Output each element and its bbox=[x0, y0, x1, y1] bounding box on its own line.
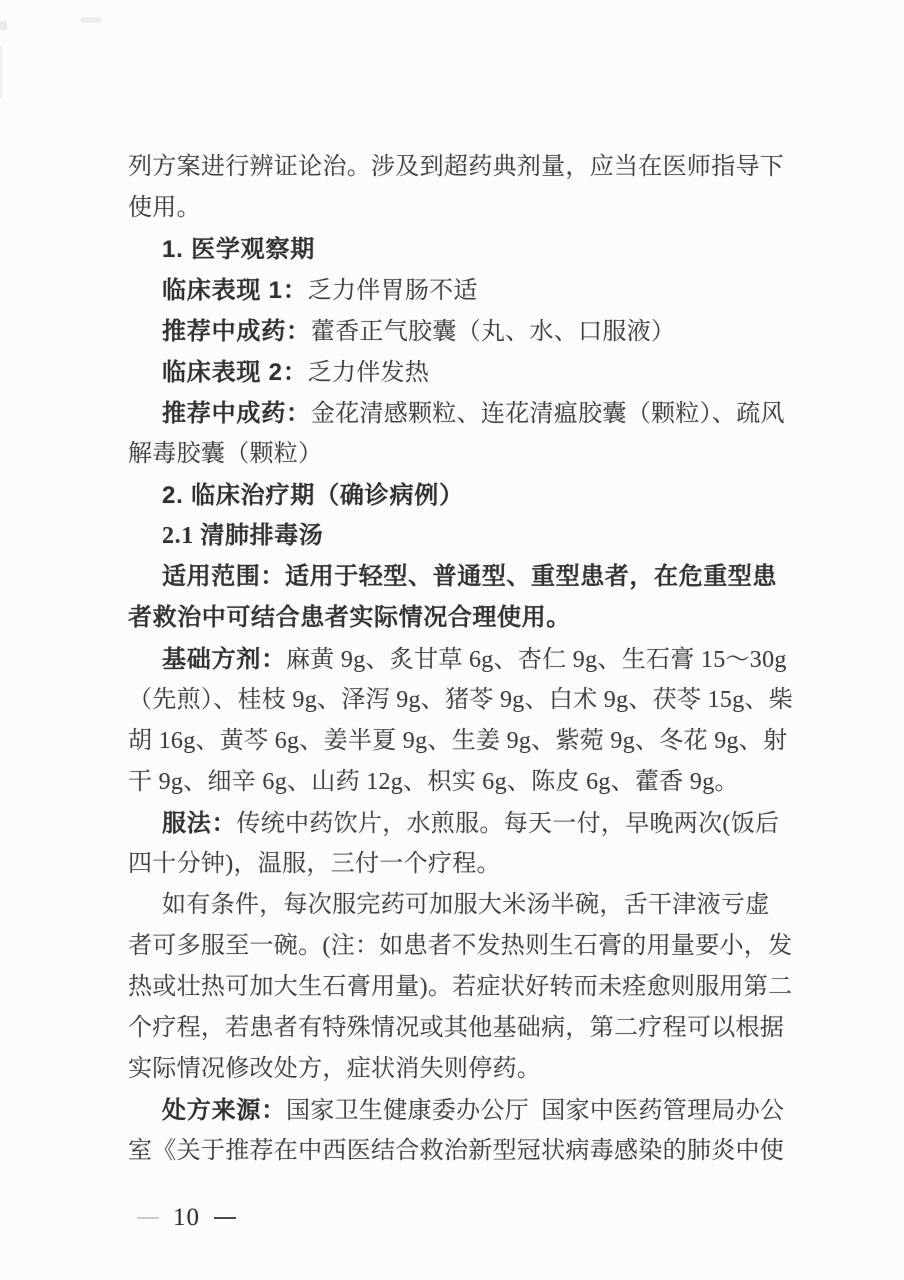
text-line bbox=[128, 1090, 808, 1131]
text-segment: 金花清感颗粒、连花清瘟胶囊（颗粒）、疏风 bbox=[310, 401, 785, 427]
scan-artifact bbox=[0, 46, 2, 98]
text-line bbox=[128, 680, 808, 721]
page-number: 10 bbox=[173, 1204, 200, 1231]
label-segment: 1. 医学观察期 bbox=[162, 236, 316, 263]
label-segment: 服法： bbox=[162, 810, 237, 837]
text-segment: 乏力伴发热 bbox=[307, 360, 430, 386]
footer-dash-right bbox=[214, 1217, 236, 1219]
text-line bbox=[128, 1049, 808, 1090]
text-segment: （先煎）、桂枝 9g、泽泻 9g、猪苓 9g、白术 9g、茯苓 15g、柴 bbox=[128, 687, 794, 713]
label-segment: 2. 临床治疗期（确诊病例） bbox=[162, 482, 464, 509]
document-lines bbox=[128, 147, 808, 1172]
text-line bbox=[128, 188, 808, 229]
text-segment: 列方案进行辨证论治。涉及到超药典剂量，应当在医师指导下 bbox=[128, 154, 785, 180]
text-line bbox=[128, 557, 808, 598]
text-line bbox=[128, 270, 808, 311]
label-segment: 临床表现 2： bbox=[162, 359, 308, 386]
label-segment: 2.1 清肺排毒汤 bbox=[162, 523, 324, 549]
text-segment: 室《关于推荐在中西医结合救治新型冠状病毒感染的肺炎中使 bbox=[128, 1138, 785, 1164]
label-segment: 基础方剂： bbox=[162, 646, 286, 673]
text-line bbox=[128, 926, 808, 967]
text-line bbox=[128, 434, 808, 475]
text-segment: 实际情况修改处方，症状消失则停药。 bbox=[128, 1056, 542, 1082]
text-segment: 国家卫生健康委办公厅 国家中医药管理局办公 bbox=[286, 1098, 785, 1124]
label-segment: 者救治中可结合患者实际情况合理使用。 bbox=[128, 605, 571, 631]
text-line bbox=[128, 1131, 808, 1172]
label-segment: 推荐中成药： bbox=[162, 318, 311, 345]
page-footer bbox=[137, 1203, 236, 1233]
text-segment: 者可多服至一碗。(注：如患者不发热则生石膏的用量要小，发 bbox=[128, 933, 793, 959]
text-segment: 干 9g、细辛 6g、山药 12g、枳实 6g、陈皮 6g、藿香 9g。 bbox=[128, 769, 739, 795]
text-segment: 使用。 bbox=[128, 195, 201, 221]
label-segment: 临床表现 1： bbox=[162, 277, 308, 304]
text-segment: 个疗程，若患者有特殊情况或其他基础病，第二疗程可以根据 bbox=[128, 1015, 785, 1041]
text-line bbox=[128, 1008, 808, 1049]
text-segment: 四十分钟)，温服，三付一个疗程。 bbox=[128, 851, 501, 877]
label-segment: 适用范围：适用于轻型、普通型、重型患者，在危重型患 bbox=[162, 564, 777, 590]
label-segment: 推荐中成药： bbox=[162, 400, 311, 427]
text-segment: 胡 16g、黄芩 6g、姜半夏 9g、生姜 9g、紫菀 9g、冬花 9g、射 bbox=[128, 728, 788, 754]
scan-artifact bbox=[80, 17, 102, 23]
text-line bbox=[128, 639, 808, 680]
text-segment: 解毒胶囊（颗粒） bbox=[128, 441, 323, 467]
text-line bbox=[128, 967, 808, 1008]
text-line bbox=[128, 844, 808, 885]
text-line bbox=[128, 598, 808, 639]
text-line bbox=[128, 721, 808, 762]
label-segment: 处方来源： bbox=[162, 1097, 286, 1124]
text-segment: 传统中药饮片，水煎服。每天一付，早晚两次(饭后 bbox=[236, 811, 780, 837]
text-segment: 麻黄 9g、炙甘草 6g、杏仁 9g、生石膏 15～30g bbox=[286, 647, 787, 673]
text-line bbox=[128, 352, 808, 393]
text-segment: 乏力伴胃肠不适 bbox=[307, 278, 478, 304]
text-line bbox=[128, 885, 808, 926]
text-segment: 藿香正气胶囊（丸、水、口服液） bbox=[310, 319, 676, 345]
text-line bbox=[128, 762, 808, 803]
footer-dash-left bbox=[137, 1217, 159, 1219]
text-segment: 热或壮热可加大生石膏用量)。若症状好转而未痊愈则服用第二 bbox=[128, 974, 793, 1000]
text-line bbox=[128, 516, 808, 557]
text-line bbox=[128, 147, 808, 188]
text-line bbox=[128, 393, 808, 434]
text-line bbox=[128, 311, 808, 352]
text-line bbox=[128, 229, 808, 270]
text-line bbox=[128, 803, 808, 844]
text-segment: 如有条件，每次服完药可加服大米汤半碗，舌干津液亏虚 bbox=[162, 892, 770, 918]
text-line bbox=[128, 475, 808, 516]
scan-artifact bbox=[0, 21, 7, 30]
